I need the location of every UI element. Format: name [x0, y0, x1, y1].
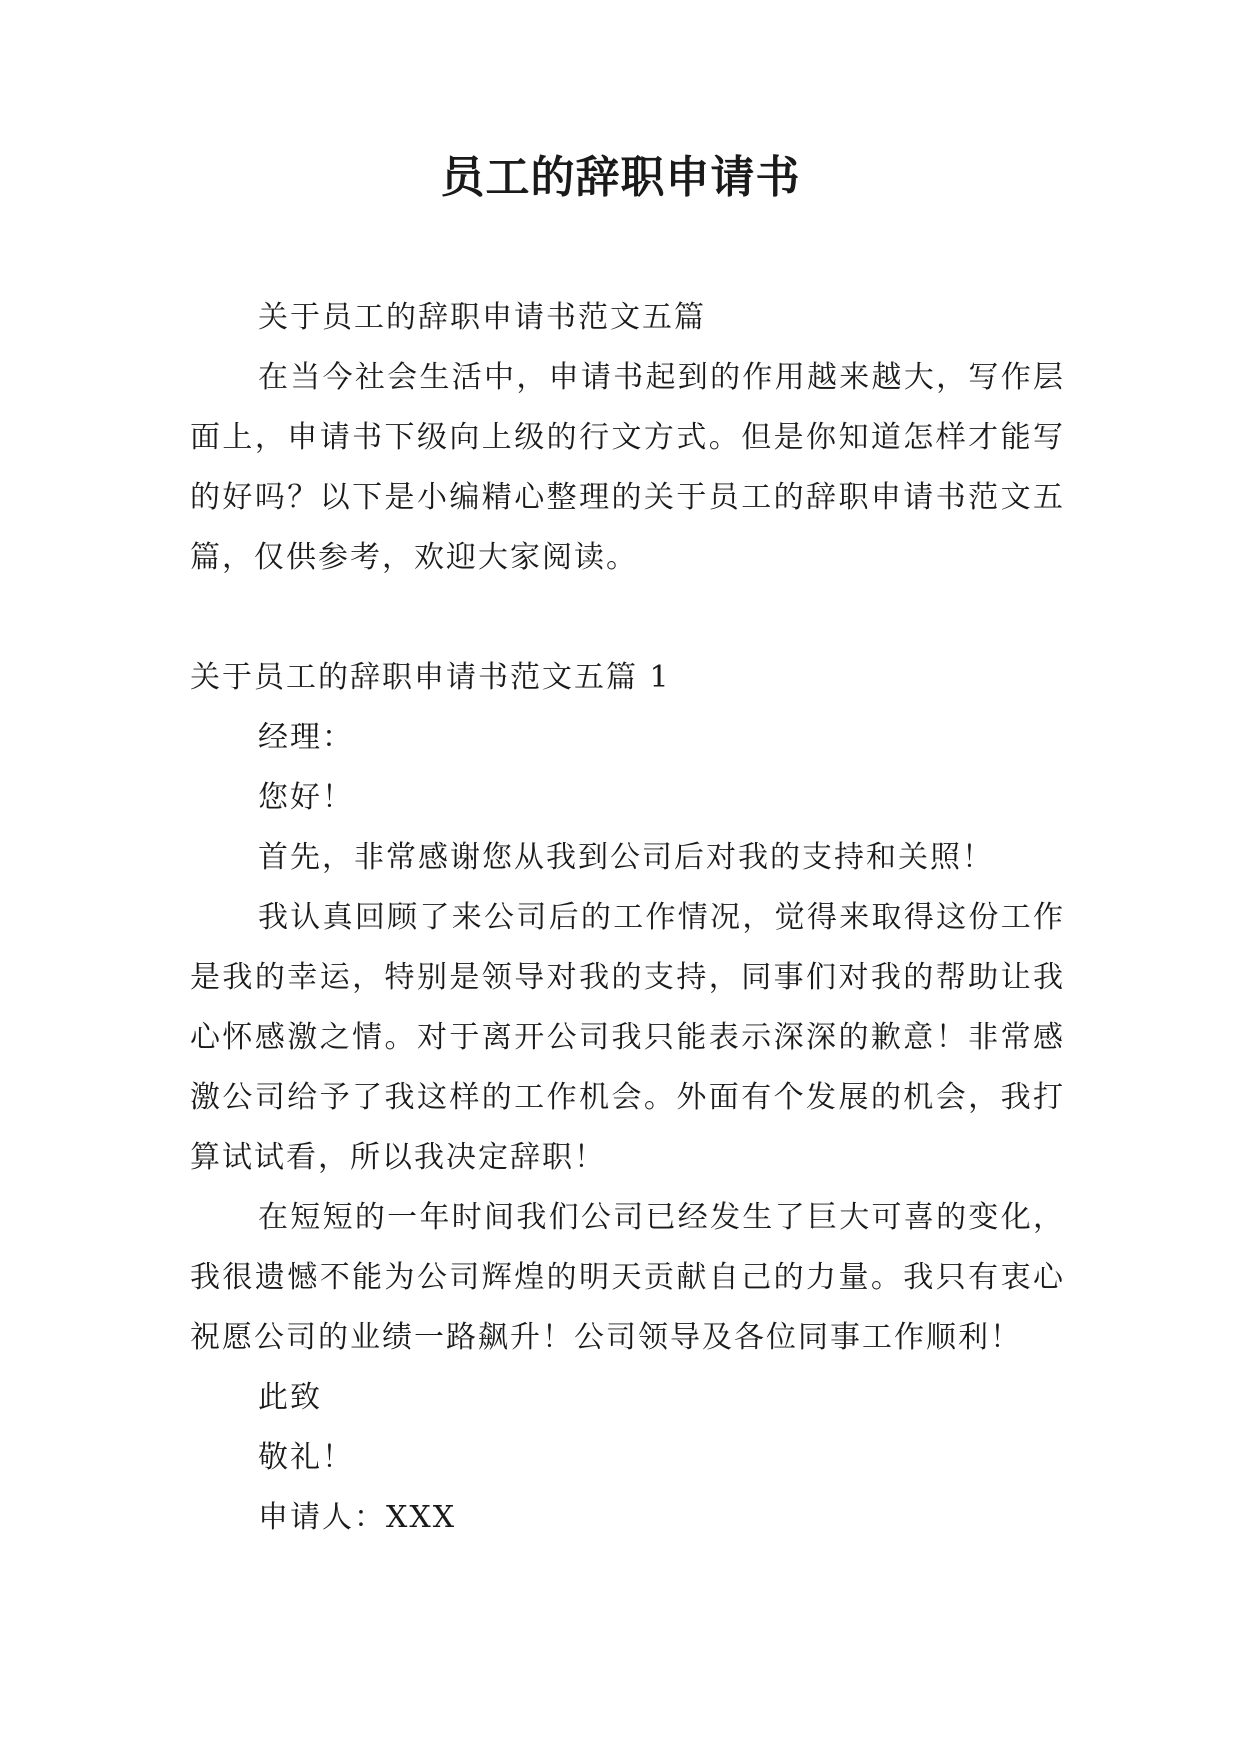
intro-heading: 关于员工的辞职申请书范文五篇: [258, 300, 706, 335]
letter-paragraph: 在短短的一年时间我们公司已经发生了巨大可喜的变化，我很遗憾不能为公司辉煌的明天贡献自己的力量。我只有衷心祝愿公司的业绩一路飙升！公司领导及各位同事工作顺利！: [190, 1200, 1065, 1355]
salutation: 经理：: [258, 720, 354, 755]
document-body: [190, 288, 1065, 1548]
document-title: 员工的辞职申请书: [440, 152, 801, 203]
letter-paragraph: 我认真回顾了来公司后的工作情况，觉得来取得这份工作是我的幸运，特别是领导对我的支持，同事们对我的帮助让我心怀感激之情。对于离开公司我只能表示深深的歉意！非常感激公司给予了我这样的工作机会。外面有个发展的机会，我打算试试看，所以我决定辞职！: [190, 900, 1065, 1175]
intro-paragraph: 在当今社会生活中，申请书起到的作用越来越大，写作层面上，申请书下级向上级的行文方式。但是你知道怎样才能写的好吗？以下是小编精心整理的关于员工的辞职申请书范文五篇，仅供参考，欢迎大家阅读。: [190, 360, 1065, 575]
letter-paragraph: 首先，非常感谢您从我到公司后对我的支持和关照！: [258, 840, 994, 875]
closing-line: 此致: [258, 1380, 322, 1415]
greeting: 您好！: [258, 780, 354, 815]
signature: 申请人：XXX: [258, 1500, 457, 1535]
sample-heading: 关于员工的辞职申请书范文五篇 1: [190, 660, 671, 695]
closing-regards: 敬礼！: [258, 1440, 354, 1475]
